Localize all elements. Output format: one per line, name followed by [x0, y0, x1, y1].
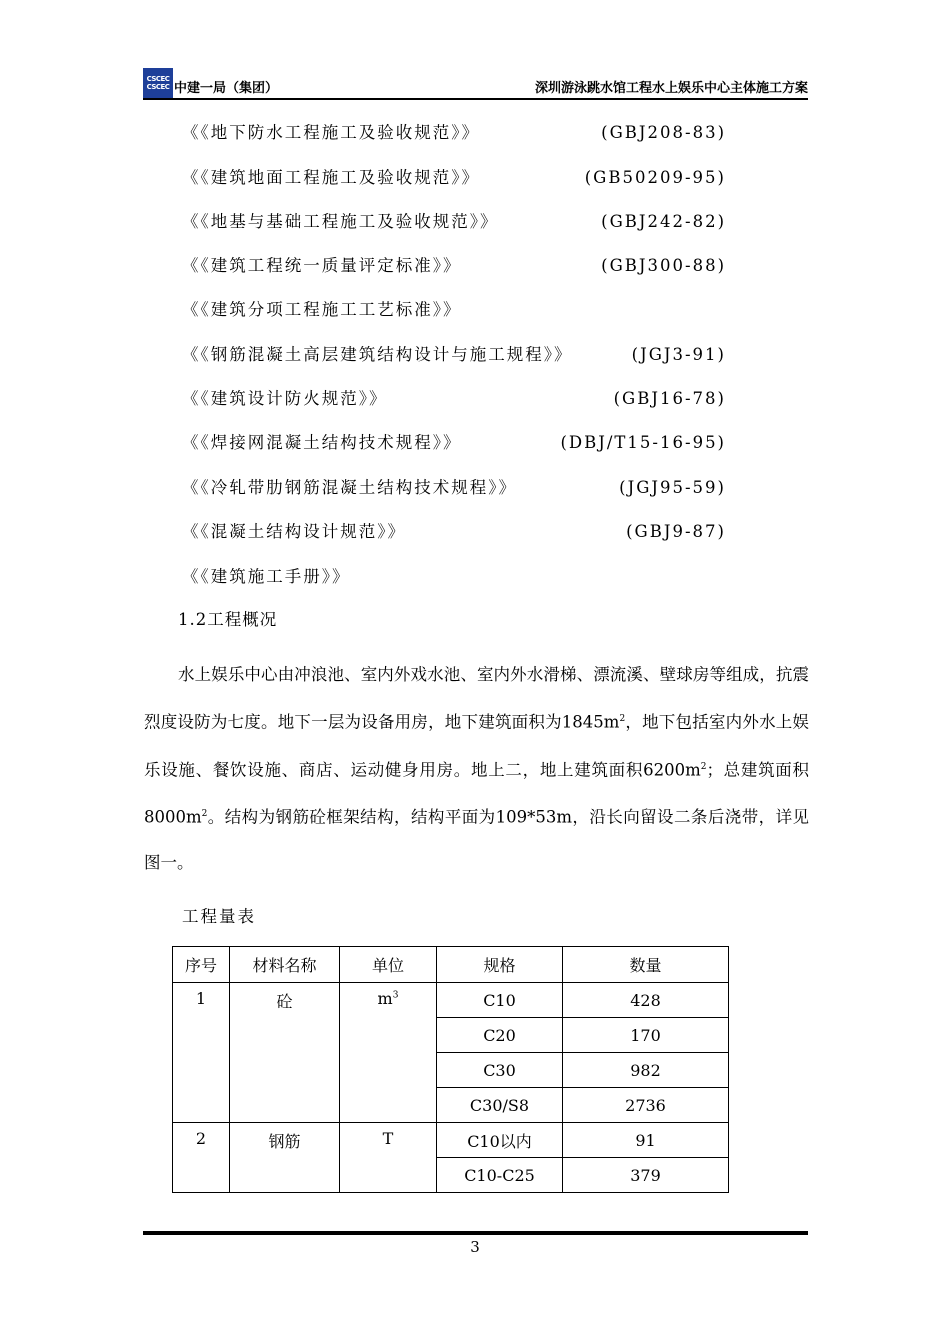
company-logo — [143, 68, 173, 98]
paragraph-text: 水上娱乐中心由冲浪池、室内外戏水池、室内外水滑梯、漂流溪、壁球房等组成，抗震烈度设防为七度。地下一层为设备用房，地下建筑面积为1845m — [144, 665, 809, 732]
reference-code: (GBJ208-83) — [601, 123, 726, 142]
logo-text-2: CSCEC — [146, 83, 170, 91]
reference-title: 《《冷轧带肋钢筋混凝土结构技术规程》》 — [182, 478, 517, 497]
unit-text: m — [377, 989, 393, 1008]
reference-item — [182, 254, 742, 278]
paragraph-text: ，地下包括室内外水上娱乐设施、餐饮设施、商店、运动健身用房。地上二，地上建筑面积6200m — [144, 712, 810, 779]
reference-code: (GBJ242-82) — [601, 212, 726, 231]
cell-spec: C30/S8 — [437, 1088, 563, 1123]
reference-item — [182, 476, 742, 500]
reference-title: 《《建筑设计防火规范》》 — [182, 389, 388, 408]
superscript: 2 — [201, 809, 208, 819]
header-cell: 材料名称 — [230, 947, 340, 983]
cell-quantity: 170 — [563, 1018, 729, 1053]
reference-code: (GBJ300-88) — [601, 256, 726, 275]
reference-code: (JGJ3-91) — [631, 345, 726, 364]
reference-title: 《《混凝土结构设计规范》》 — [182, 522, 406, 541]
page-number: 3 — [470, 1238, 480, 1256]
reference-title: 《《钢筋混凝土高层建筑结构设计与施工规程》》 — [182, 345, 573, 364]
project-overview-paragraph — [144, 652, 809, 885]
cell-index: 2 — [173, 1123, 230, 1193]
reference-title: 《《建筑工程统一质量评定标准》》 — [182, 256, 462, 275]
cell-quantity: 379 — [563, 1158, 729, 1193]
reference-title: 《《地基与基础工程施工及验收规范》》 — [182, 212, 499, 231]
reference-item — [182, 121, 742, 145]
page-header — [143, 68, 808, 100]
company-name: 中建一局（集团） — [174, 81, 279, 96]
cell-spec: C10 — [437, 983, 563, 1018]
table-row — [173, 983, 729, 1018]
cell-unit: T — [340, 1123, 437, 1193]
header-divider — [143, 98, 808, 100]
cell-spec: C30 — [437, 1053, 563, 1088]
logo-text-1: CSCEC — [146, 75, 170, 83]
header-cell: 单位 — [340, 947, 437, 983]
quantity-table — [172, 946, 729, 1193]
reference-title: 《《建筑地面工程施工及验收规范》》 — [182, 168, 480, 187]
reference-item — [182, 343, 742, 367]
table-header-row — [173, 947, 729, 983]
cell-index: 1 — [173, 983, 230, 1123]
reference-code: (GB50209-95) — [584, 168, 726, 187]
reference-item — [182, 431, 742, 455]
paragraph-text: 。结构为钢筋砼框架结构，结构平面为109*53m，沿长向留设二条后浇带，详见图一。 — [144, 807, 809, 872]
section-heading: 1.2工程概况 — [178, 610, 278, 629]
paragraph-text: ；总建筑面积8000m — [144, 760, 810, 827]
table-row — [173, 1123, 729, 1158]
header-cell: 规格 — [437, 947, 563, 983]
reference-title: 《《地下防水工程施工及验收规范》》 — [182, 123, 480, 142]
cell-unit — [340, 983, 437, 1123]
reference-item — [182, 387, 742, 411]
cell-spec: C10-C25 — [437, 1158, 563, 1193]
cell-material: 钢筋 — [230, 1123, 340, 1193]
cell-quantity: 982 — [563, 1053, 729, 1088]
document-title: 深圳游泳跳水馆工程水上娱乐中心主体施工方案 — [534, 81, 808, 96]
superscript: 2 — [619, 714, 626, 724]
cell-spec: C10以内 — [437, 1123, 563, 1158]
table-caption: 工程量表 — [182, 907, 256, 926]
reference-code: (JGJ95-59) — [619, 478, 726, 497]
superscript: 2 — [700, 761, 707, 772]
footer-divider — [143, 1231, 808, 1235]
reference-item — [182, 210, 742, 234]
reference-code: (DBJ/T15-16-95) — [560, 433, 726, 452]
reference-item — [182, 520, 742, 544]
reference-title: 《《建筑施工手册》》 — [182, 567, 351, 586]
reference-item — [182, 565, 742, 589]
header-cell: 序号 — [173, 947, 230, 983]
cell-quantity: 2736 — [563, 1088, 729, 1123]
reference-code: (GBJ16-78) — [613, 389, 726, 408]
cell-quantity: 91 — [563, 1123, 729, 1158]
reference-title: 《《焊接网混凝土结构技术规程》》 — [182, 433, 462, 452]
cell-quantity: 428 — [563, 983, 729, 1018]
unit-superscript: 3 — [392, 990, 399, 1001]
header-cell: 数量 — [563, 947, 729, 983]
reference-item — [182, 298, 742, 322]
reference-title: 《《建筑分项工程施工工艺标准》》 — [182, 300, 462, 319]
reference-code: (GBJ9-87) — [626, 522, 726, 541]
cell-material: 砼 — [230, 983, 340, 1123]
reference-item — [182, 166, 742, 190]
cell-spec: C20 — [437, 1018, 563, 1053]
